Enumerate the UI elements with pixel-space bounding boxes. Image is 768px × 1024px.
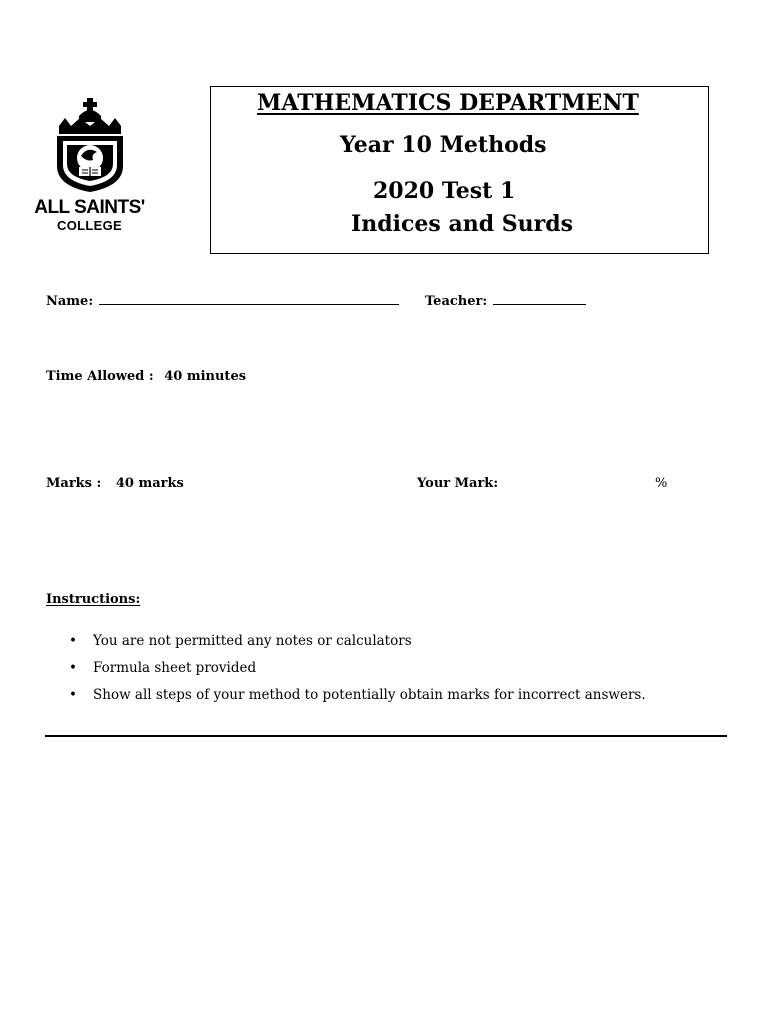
- time-allowed: [46, 369, 246, 384]
- course-title: Year 10 Methods: [340, 132, 547, 158]
- college-crest-icon: [51, 96, 129, 194]
- marks-label: Marks :: [46, 476, 102, 491]
- list-item: • Formula sheet provided: [46, 655, 646, 682]
- time-value: 40 minutes: [164, 369, 247, 384]
- name-blank[interactable]: [99, 292, 399, 305]
- teacher-field: [425, 292, 586, 309]
- teacher-blank[interactable]: [493, 292, 586, 305]
- topic-title: Indices and Surds: [351, 211, 573, 237]
- horizontal-rule: [45, 735, 727, 737]
- logo-name: ALL SAINTS': [34, 197, 145, 218]
- test-title: 2020 Test 1: [373, 178, 516, 204]
- logo-subtitle: COLLEGE: [57, 218, 122, 233]
- bullet-icon: •: [69, 633, 77, 649]
- list-item: • Show all steps of your method to potentially obtain marks for incorrect answers.: [46, 682, 646, 709]
- title-box: [210, 86, 709, 254]
- your-mark-label: Your Mark:: [417, 476, 499, 491]
- name-field: [46, 292, 399, 309]
- instructions-heading: Instructions:: [46, 592, 141, 607]
- percent-symbol: %: [655, 476, 668, 491]
- instructions-list: [46, 628, 646, 709]
- list-item: • You are not permitted any notes or calculators: [46, 628, 646, 655]
- teacher-label: Teacher:: [425, 294, 488, 309]
- marks-value: 40 marks: [115, 476, 184, 491]
- bullet-icon: •: [69, 687, 77, 703]
- department-title: MATHEMATICS DEPARTMENT: [257, 90, 639, 116]
- bullet-icon: •: [69, 660, 77, 676]
- marks: [46, 476, 184, 491]
- time-label: Time Allowed :: [46, 369, 154, 384]
- college-logo: [22, 96, 157, 238]
- name-label: Name:: [46, 294, 94, 309]
